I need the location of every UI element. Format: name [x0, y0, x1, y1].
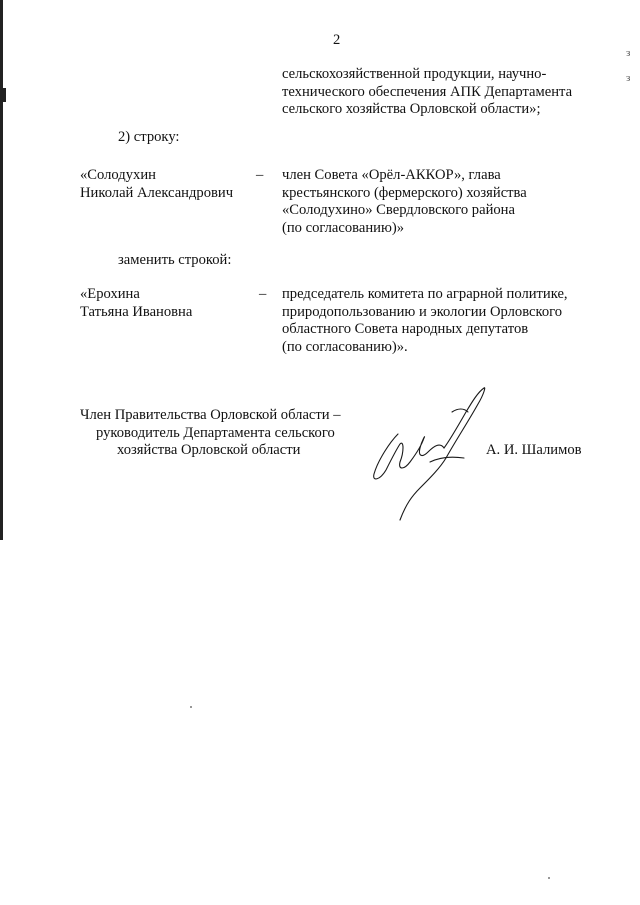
- old-entry-name-line: «Солодухин: [80, 167, 156, 183]
- scan-speck: [548, 877, 550, 879]
- old-entry-dash: –: [256, 167, 264, 183]
- new-entry-name-line: «Ерохина: [80, 286, 140, 302]
- scan-notch: [0, 88, 6, 102]
- continuation-line: сельского хозяйства Орловской области»;: [282, 101, 541, 117]
- new-entry-dash: –: [259, 286, 267, 302]
- signatory-title-line: руководитель Департамента сельского: [96, 424, 335, 441]
- old-entry-position-line: «Солодухино» Свердловского района: [282, 202, 515, 218]
- scan-mark: з: [626, 47, 631, 59]
- new-entry-position-line: председатель комитета по аграрной политике,: [282, 286, 568, 302]
- scan-speck: [190, 706, 192, 708]
- old-entry-position-line: член Совета «Орёл-АККОР», глава: [282, 167, 501, 183]
- signatory-title-line: Член Правительства Орловской области –: [80, 407, 341, 423]
- old-entry-name-line: Николай Александрович: [80, 184, 234, 201]
- new-entry-name-line: Татьяна Ивановна: [80, 303, 193, 320]
- scan-edge: [0, 0, 3, 540]
- old-entry-position-line: (по согласованию)»: [282, 219, 405, 236]
- signatory-title-line: хозяйства Орловской области: [117, 442, 301, 458]
- scan-mark: з: [626, 72, 631, 84]
- item-label: 2) строку:: [118, 129, 180, 145]
- continuation-line: технического обеспечения АПК Департамента: [282, 83, 573, 100]
- old-entry-position-line: крестьянского (фермерского) хозяйства: [282, 184, 527, 201]
- replace-label: заменить строкой:: [118, 252, 232, 268]
- handwritten-signature: [360, 382, 490, 522]
- page-number: 2: [333, 32, 341, 48]
- new-entry-position-line: природопользованию и экологии Орловского: [282, 303, 563, 320]
- new-entry-position-line: (по согласованию)».: [282, 338, 408, 355]
- signatory-name: А. И. Шалимов: [486, 442, 582, 458]
- new-entry-position-line: областного Совета народных депутатов: [282, 321, 529, 337]
- continuation-line: сельскохозяйственной продукции, научно-: [282, 66, 547, 82]
